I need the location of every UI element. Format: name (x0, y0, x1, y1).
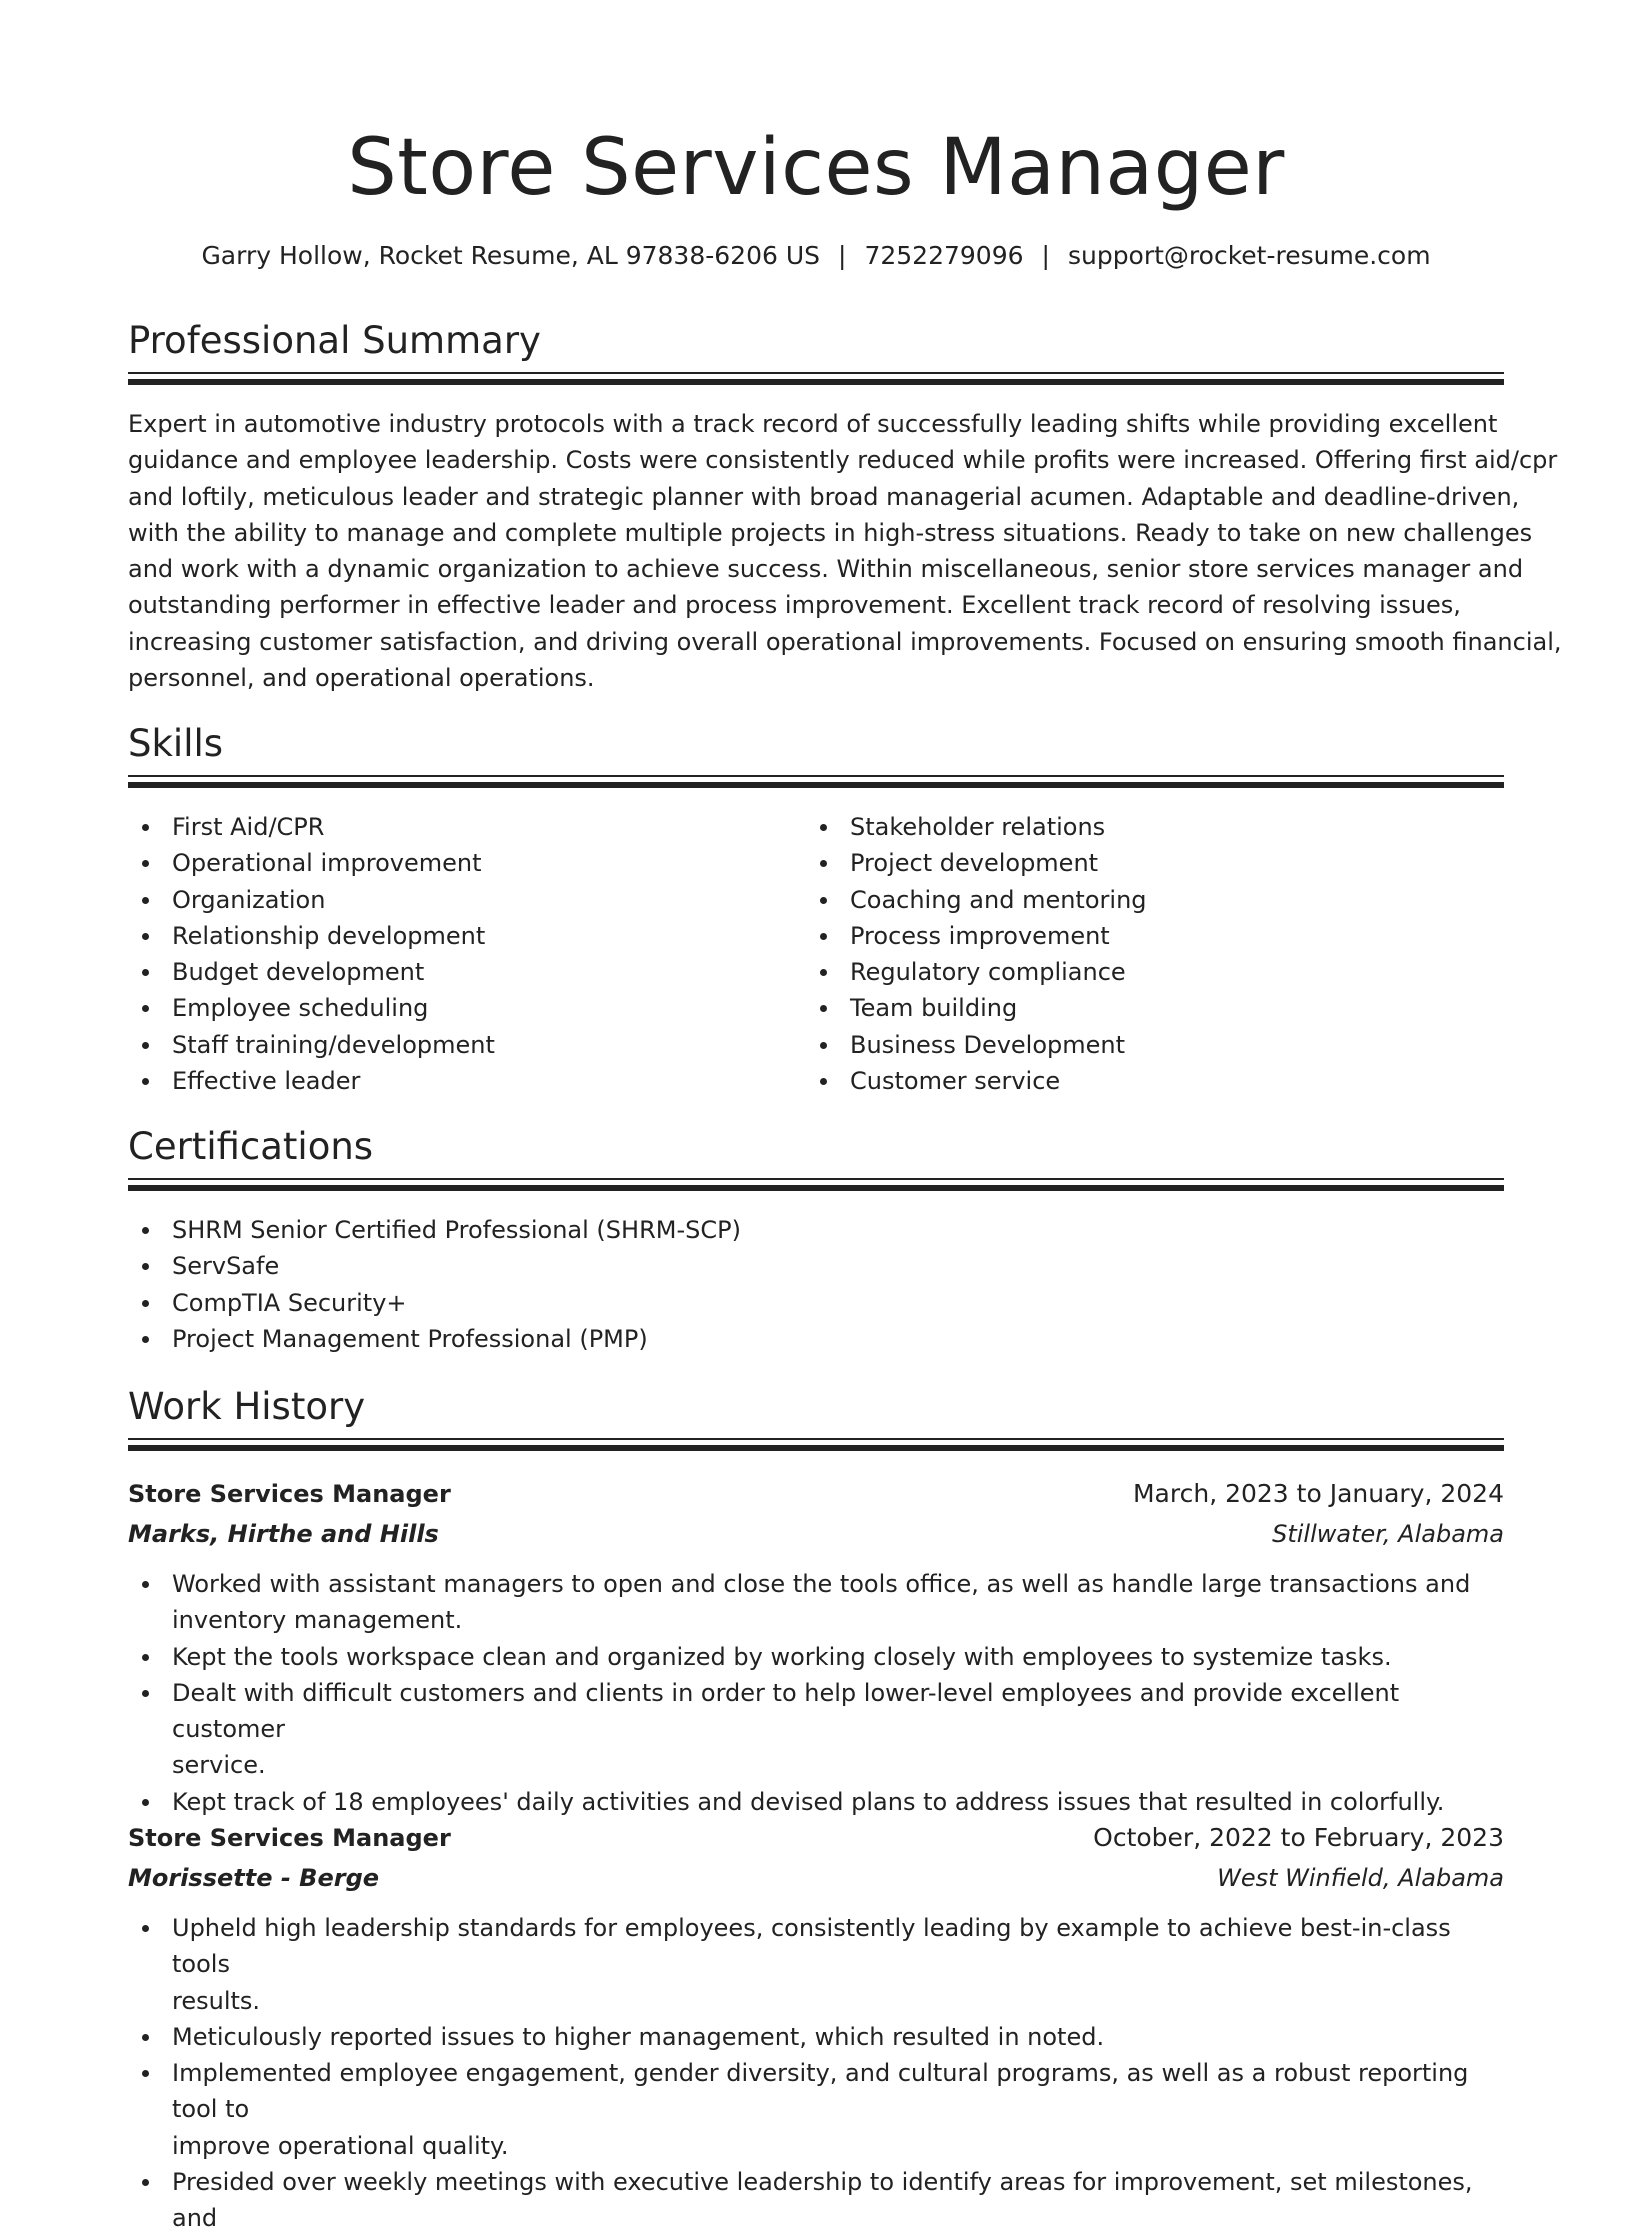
job-header-row (128, 1818, 1504, 1858)
skills-column-left (128, 809, 768, 1099)
skill-item: Team building (806, 990, 1446, 1026)
section-divider (128, 372, 1504, 386)
skill-item: First Aid/CPR (128, 809, 768, 845)
summary-line: with the ability to manage and complete multiple projects in high-stress situations. Ready to take on new challenges (128, 518, 1533, 547)
job-bullet: Upheld high leadership standards for employees, consistently leading by example to achieve best-in-class tools results. (128, 1910, 1504, 2019)
section-heading-work-history: Work History (128, 1385, 366, 1428)
certification-item: Project Management Professional (PMP) (128, 1321, 1504, 1357)
summary-line: Expert in automotive industry protocols with a track record of successfully leading shifts while providing excellent (128, 410, 1498, 438)
certification-list (128, 1212, 1504, 1357)
job-bullet: Kept the tools workspace clean and organized by working closely with employees to systemize tasks. (128, 1639, 1504, 1675)
section-skills (128, 719, 1504, 1109)
skills-columns (128, 809, 1504, 1109)
job-bullet: Dealt with difficult customers and clients in order to help lower-level employees and provide excellent customer service. (128, 1675, 1504, 1784)
certification-item: ServSafe (128, 1248, 1504, 1284)
summary-line: personnel, and operational operations. (128, 664, 595, 693)
skill-item: Effective leader (128, 1063, 768, 1099)
job-entry (128, 1474, 1504, 1820)
job-bullet: Implemented employee engagement, gender diversity, and cultural programs, as well as a robust reporting tool to improve operational quality. (128, 2055, 1504, 2164)
summary-line: increasing customer satisfaction, and driving overall operational improvements. Focused on ensuring smooth financial, (128, 627, 1562, 656)
job-header-row (128, 1474, 1504, 1514)
job-title: Store Services Manager (128, 1480, 451, 1508)
job-subheader-row (128, 1858, 1504, 1898)
skill-item: Staff training/development (128, 1027, 768, 1063)
job-location: West Winfield, Alabama (1217, 1864, 1504, 1892)
skill-item: Organization (128, 882, 768, 918)
contact-phone[interactable]: 7252279096 (864, 241, 1024, 270)
job-bullet: Worked with assistant managers to open and close the tools office, as well as handle large transactions and inventory management. (128, 1566, 1504, 1639)
section-divider (128, 1438, 1504, 1452)
job-dates: March, 2023 to January, 2024 (1132, 1479, 1504, 1508)
job-location: Stillwater, Alabama (1272, 1520, 1504, 1548)
section-heading-skills: Skills (128, 722, 224, 765)
skill-item: Operational improvement (128, 845, 768, 881)
skill-item: Process improvement (806, 918, 1446, 954)
contact-separator: | (838, 241, 847, 270)
job-bullet: Presided over weekly meetings with executive leadership to identify areas for improvement, set milestones, and (128, 2164, 1504, 2237)
job-bullet: Meticulously reported issues to higher management, which resulted in noted. (128, 2019, 1504, 2055)
job-bullet: Kept track of 18 employees' daily activities and devised plans to address issues that resulted in colorfully. (128, 1784, 1504, 1820)
section-heading-certifications: Certifications (128, 1125, 374, 1168)
job-bullet-list (128, 1566, 1504, 1820)
skill-item: Employee scheduling (128, 990, 768, 1026)
contact-address: Garry Hollow, Rocket Resume, AL 97838-6206 US (201, 241, 821, 270)
contact-line (128, 238, 1504, 274)
certification-item: CompTIA Security+ (128, 1285, 1504, 1321)
skill-item: Regulatory compliance (806, 954, 1446, 990)
job-company: Marks, Hirthe and Hills (128, 1520, 439, 1548)
section-work-history (128, 1382, 1504, 1472)
skill-item: Budget development (128, 954, 768, 990)
contact-separator: | (1041, 241, 1050, 270)
summary-paragraph (128, 406, 1562, 696)
contact-email[interactable]: support@rocket-resume.com (1067, 241, 1431, 270)
section-heading-summary: Professional Summary (128, 319, 541, 362)
resume-title: Store Services Manager (347, 123, 1285, 213)
skill-item: Project development (806, 845, 1446, 881)
skill-item: Customer service (806, 1063, 1446, 1099)
section-divider (128, 775, 1504, 789)
job-bullet-list (128, 1910, 1504, 2237)
section-certifications (128, 1122, 1504, 1357)
job-entry (128, 1818, 1504, 2237)
skills-column-right (806, 809, 1446, 1099)
skill-item: Coaching and mentoring (806, 882, 1446, 918)
job-subheader-row (128, 1514, 1504, 1554)
certification-item: SHRM Senior Certified Professional (SHRM-SCP) (128, 1212, 1504, 1248)
section-summary (128, 316, 1562, 696)
job-title: Store Services Manager (128, 1824, 451, 1852)
skill-item: Business Development (806, 1027, 1446, 1063)
summary-line: guidance and employee leadership. Costs were consistently reduced while profits were increased. Offering first aid/cpr (128, 446, 1558, 475)
summary-line: and work with a dynamic organization to achieve success. Within miscellaneous, senior store services manager and (128, 555, 1524, 584)
summary-line: and loftily, meticulous leader and strategic planner with broad managerial acumen. Adaptable and deadline-driven, (128, 482, 1520, 511)
skill-item: Stakeholder relations (806, 809, 1446, 845)
job-dates: October, 2022 to February, 2023 (1093, 1823, 1504, 1852)
section-divider (128, 1178, 1504, 1192)
summary-line: outstanding performer in effective leader and process improvement. Excellent track record of resolving issues, (128, 591, 1461, 620)
skill-item: Relationship development (128, 918, 768, 954)
job-company: Morissette - Berge (128, 1864, 380, 1892)
